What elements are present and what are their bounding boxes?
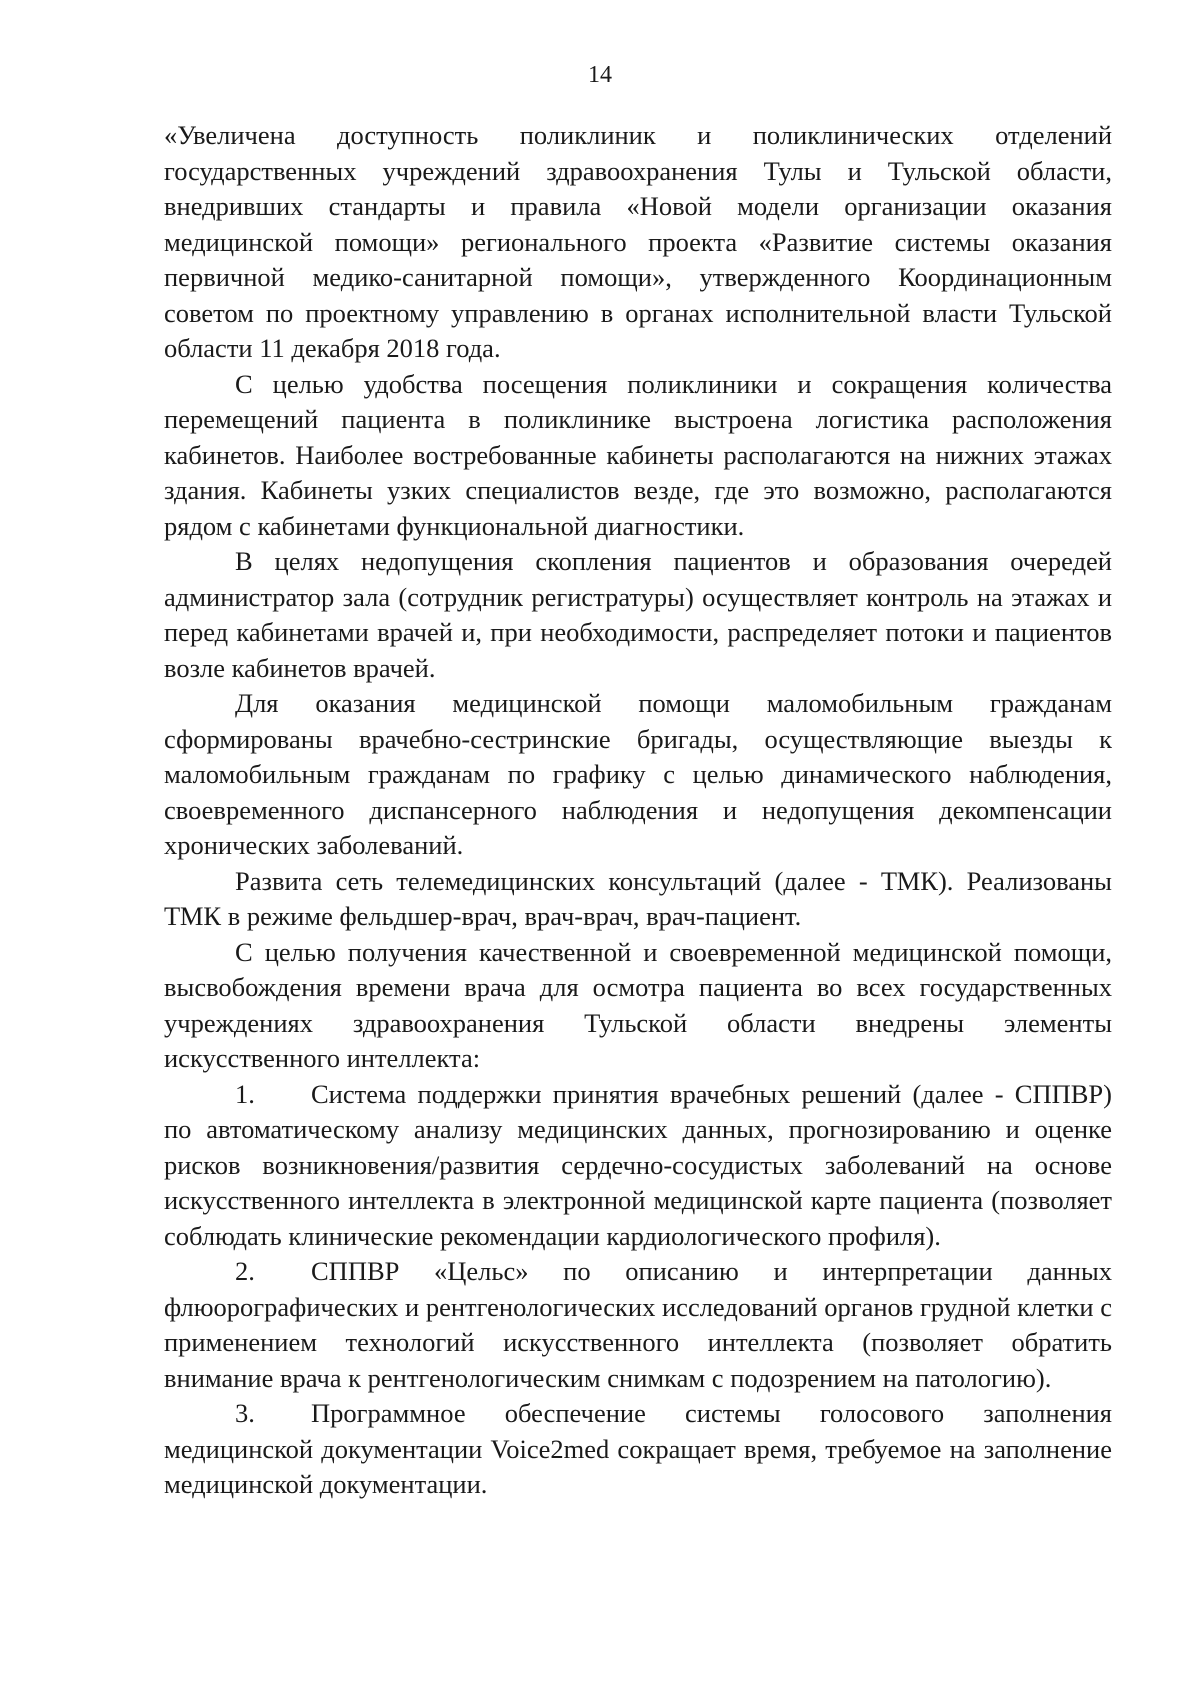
page-number: 14 <box>588 62 612 88</box>
list-item-text: СППВР «Цельс» по описанию и интерпретации данных флюорографических и рентгенологических исследований органов грудной клетки с применением технологий искусственного интеллекта (позволяет обратить внимание врача к рентгенологическим снимкам с подозрением на патологию). <box>164 1256 1112 1393</box>
paragraph-logistics: С целью удобства посещения поликлиники и сокращения количества перемещений пациента в поликлинике выстроена логистика расположения кабинетов. Наиболее востребованные кабинеты располагаются на нижних этажах здания. Кабинеты узких специалистов везде, где это возможно, располагаются рядом с кабинетами функциональной диагностики. <box>164 368 1112 541</box>
list-item <box>164 1077 1112 1255</box>
paragraph-queue-control: В целях недопущения скопления пациентов и образования очередей администратор зала (сотрудник регистратуры) осуществляет контроль на этажах и перед кабинетами врачей и, при необходимости, распределяет потоки и пациентов возле кабинетов врачей. <box>164 546 1112 683</box>
list-item <box>164 1396 1112 1503</box>
list-item-text: Программное обеспечение системы голосового заполнения медицинской документации Voice2med сокращает время, требуемое на заполнение медицинской документации. <box>164 1398 1112 1499</box>
paragraph-mobile-brigades: Для оказания медицинской помощи маломобильным гражданам сформированы врачебно-сестринские бригады, осуществляющие выезды к маломобильным гражданам по графику с целью динамического наблюдения, своевременного диспансерного наблюдения и недопущения декомпенсации хронических заболеваний. <box>164 688 1112 860</box>
list-item-text: Система поддержки принятия врачебных решений (далее - СППВР) по автоматическому анализу медицинских данных, прогнозированию и оценке рисков возникновения/развития сердечно-сосудистых заболеваний на основе искусственного интеллекта в электронной медицинской карте пациента (позволяет соблюдать клинические рекомендации кардиологического профиля). <box>164 1078 1112 1251</box>
paragraph-quote-intro: «Увеличена доступность поликлиник и поликлинических отделений государственных учреждений здравоохранения Тулы и Тульской области, внедривших стандарты и правила «Новой модели организации оказания медицинской помощи» регионального проекта «Развитие системы оказания первичной медико-санитарной помощи», утвержденного Координационным советом по проектному управлению в органах исполнительной власти Тульской области 11 декабря 2018 года. <box>164 120 1112 363</box>
list-item-number: 1. <box>235 1078 255 1109</box>
list-item-number: 3. <box>235 1398 255 1428</box>
paragraph-telemedicine: Развита сеть телемедицинских консультаций (далее - ТМК). Реализованы ТМК в режиме фельдшер-врач, врач-врач, врач-пациент. <box>164 865 1112 931</box>
document-body <box>164 118 1112 1503</box>
list-item <box>164 1254 1112 1396</box>
paragraph-ai-intro: С целью получения качественной и своевременной медицинской помощи, высвобождения времени врача для осмотра пациента во всех государственных учреждениях здравоохранения Тульской области внедрены элементы искусственного интеллекта: <box>164 936 1112 1073</box>
list-item-number: 2. <box>235 1256 255 1286</box>
